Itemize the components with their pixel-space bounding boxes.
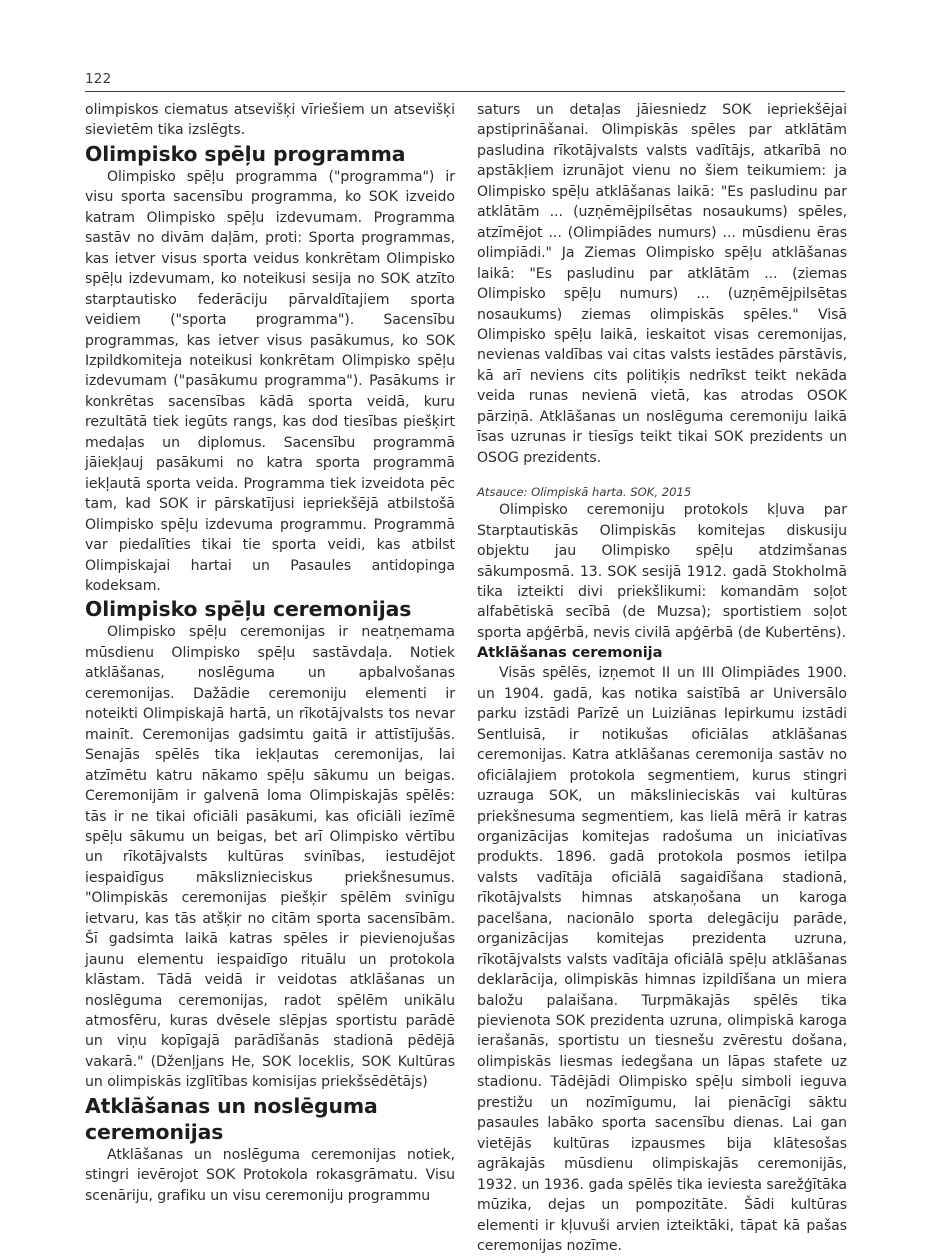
heading-atklasanas-un-nosleguma-ceremonijas: Atklāšanas un noslēguma ceremonijas — [85, 1093, 378, 1144]
heading-olimpisko-spelu-ceremonijas: Olimpisko spēļu ceremonijas — [85, 597, 412, 622]
left-column — [85, 100, 455, 1256]
running-head — [85, 72, 845, 92]
source-citation: Atsauce: Olimpiskā harta. SOK, 2015 — [477, 485, 692, 500]
page-number: 122 — [85, 71, 112, 87]
right-paragraph-1: Olimpisko ceremoniju protokols kļuva par Starptautiskās Olimpiskās komitejas diskusiju objektu jau Olimpisko spēļu atdzimšanas sākumposmā. 13. SOK sesijā 1912. gadā Stokholmā tika izteikti divi priekšlikumi: komandām soļot alfabētiskā secībā (de Muzsa); sportistiem soļot sporta apģērbā, nevis civilā apģērbā (de Kubertēns). — [477, 502, 847, 641]
right-continued-paragraph: saturs un detaļas jāiesniedz SOK iepriekšējai apstiprināšanai. Olimpiskās spēles par atklātām pasludina rīkotājvalsts valsts vadītājs, atkarībā no apstākļiem izrunājot vienu no šiem teikumiem: ja Olimpisko spēļu atklāšanas laikā: "Es pasludinu par atklātām ... (uzņēmējpilsētas nosaukums) spēles, atzīmējot ... (Olimpiādes numurs) ... mūsdienu ēras olimpiādi." Ja Ziemas Olimpisko spēļu atklāšanas laikā: "Es pasludinu par atklātām ... (ziemas Olimpisko spēļu numurs) ... (uzņēmējpilsētas nosaukums) ziemas olimpiskās spēles." Visā Olimpisko spēļu laikā, ieskaitot visas ceremonijas, nevienas valdības vai citas valsts iestādes pārstāvis, kā arī neviens cits politiķis nedrīkst teikt nekāda veida runas nevienā vietā, kas atrodas OSOK pārziņā. Atklāšanas un noslēguma ceremoniju laikā īsas uzrunas ir tiesīgs teikt tikai SOK prezidents un OSOG prezidents. — [477, 102, 847, 466]
two-column-body — [85, 100, 847, 1256]
left-paragraph-3: Atklāšanas un noslēguma ceremonijas notiek, stingri ievērojot SOK Protokola rokasgrāmatu. Visu scenāriju, grafiku un visu ceremoniju programmu — [85, 1146, 455, 1204]
heading-olimpisko-spelu-programma: Olimpisko spēļu programma — [85, 141, 406, 166]
left-paragraph-1: Olimpisko spēļu programma ("programma") ir visu sporta sacensību programma, ko SOK izveido katram Olimpisko spēļu izdevumam. Programma sastāv no divām daļām, proti: Sporta programmas, kas ietver visus sporta veidus konkrētam Olimpisko spēļu izdevumam, ko noteikusi sesija no SOK atzīto starptautisko federāciju pārvaldītajiem sporta veidiem ("sporta programma"). Sacensību programmas, kas ietver visus pasākumus, ko SOK Izpildkomiteja noteikusi konkrētam Olimpisko spēļu izdevumam ("pasākumu programma"). Pasākums ir konkrētas sacensības kādā sporta veidā, kuru rezultātā tiek iegūts rangs, kas dod tiesības piešķirt medaļas un diplomus. Sacensību programmā jāiekļauj pasākumi no katra sporta programmā iekļautā sporta veida. Programma tiek izveidota pēc tam, kad SOK ir pārskatījusi iepriekšējā atbilstošā Olimpisko spēļu izdevuma programmu. Programmā var piedalīties tikai tie sporta veidi, kas atbilst Olimpiskajai hartai un Pasaules antidopinga kodeksam. — [85, 168, 455, 594]
right-column — [477, 100, 847, 1256]
left-paragraph-2: Olimpisko spēļu ceremonijas ir neatņemama mūsdienu Olimpisko spēļu sastāvdaļa. Notiek atklāšanas, noslēguma un apbalvošanas ceremonijas. Dažādie ceremoniju elementi ir noteikti Olimpiskajā hartā, un rīkotājvalsts tos nevar mainīt. Ceremonijas gadsimtu gaitā ir attīstījušās. Senajās spēlēs tika iekļautas ceremonijas, lai atzīmētu katru nākamo spēļu sākumu un beigas. Ceremonijām ir galvenā loma Olimpiskajās spēlēs: tās ir ne tikai oficiāli pasākumi, kas oficiāli iezīmē spēļu sākumu un beigas, bet arī Olimpisko vērtību un rīkotājvalsts kultūras svinības, iestudējot iespaidīgus māksliznieciskus priekšnesumus. "Olimpiskās ceremonijas piešķir spēlēm svinīgu ietvaru, kas tās atšķir no citām sporta sacensībām. Šī gadsimta laikā katras spēles ir pievienojušas jaunu elementu iespaidīgo rituālu un protokola klāstam. Tādā veidā ir veidotas atklāšanas un noslēguma ceremonijas, radot spēlēm unikālu atmosfēru, kuras dvēsele slēpjas sportistu parādē un viņu kopīgajā parādīšanās stadionā pēdējā vakarā." (Dženļjans He, SOK loceklis, SOK Kultūras un olimpiskās izglītības komisijas priekšsēdētājs) — [85, 624, 455, 1091]
left-continued-paragraph: olimpiskos ciematus atsevišķi vīriešiem un atsevišķi sievietēm tika izslēgts. — [85, 102, 455, 139]
header-divider — [85, 91, 845, 92]
heading-atklasanas-ceremonija: Atklāšanas ceremonija — [477, 644, 663, 662]
right-paragraph-2: Visās spēlēs, izņemot II un III Olimpiādes 1900. un 1904. gadā, kas notika saistībā ar Universālo parku izstādi Parīzē un Luiziānas Iepirkumu izstādi Sentluisā, ir notikušas oficiālas atklāšanas ceremonijas. Katra atklāšanas ceremonija sastāv no oficiālajiem protokola segmentiem, kurus stingri uzrauga SOK, un mākslinieciskās vai kultūras priekšnesuma segmentiem, kas lielā mērā ir katras organizācijas komitejas radošuma un iniciatīvas produkts. 1896. gadā protokola posmos ietilpa valsts vadītāja oficiālā sagaidīšana stadionā, rīkotājvalsts himnas atskaņošana un karoga pacelšana, nacionālo sporta delegāciju parāde, organizācijas komitejas prezidenta uzruna, rīkotājvalsts valsts vadītāja oficiālā spēļu atklāšanas deklarācija, olimpiskās himnas izpildīšana un miera baložu palaišana. Turpmākajās spēlēs tika pievienota SOK prezidenta uzruna, olimpiskā karoga ierašanās, sportistu un tiesnešu zvērestu došana, olimpiskās liesmas iedegšana un lāpas stafete uz stadionu. Tādējādi Olimpisko spēļu simboli ieguva prestižu un nozīmīgumu, lai pienācīgi sāktu pasaules labāko sporta sacensību dienas. Lai gan vietējās kultūras izpausmes bija klātesošas agrākajās mūsdienu olimpiskajās ceremonijās, 1932. un 1936. gada spēlēs tika ieviesta sarežģītāka mūzika, dejas un pompozitāte. Šādi kultūras elementi ir kļuvuši arvien izteiktāki, tāpat kā pašas ceremonijas nozīme. — [477, 665, 847, 1255]
